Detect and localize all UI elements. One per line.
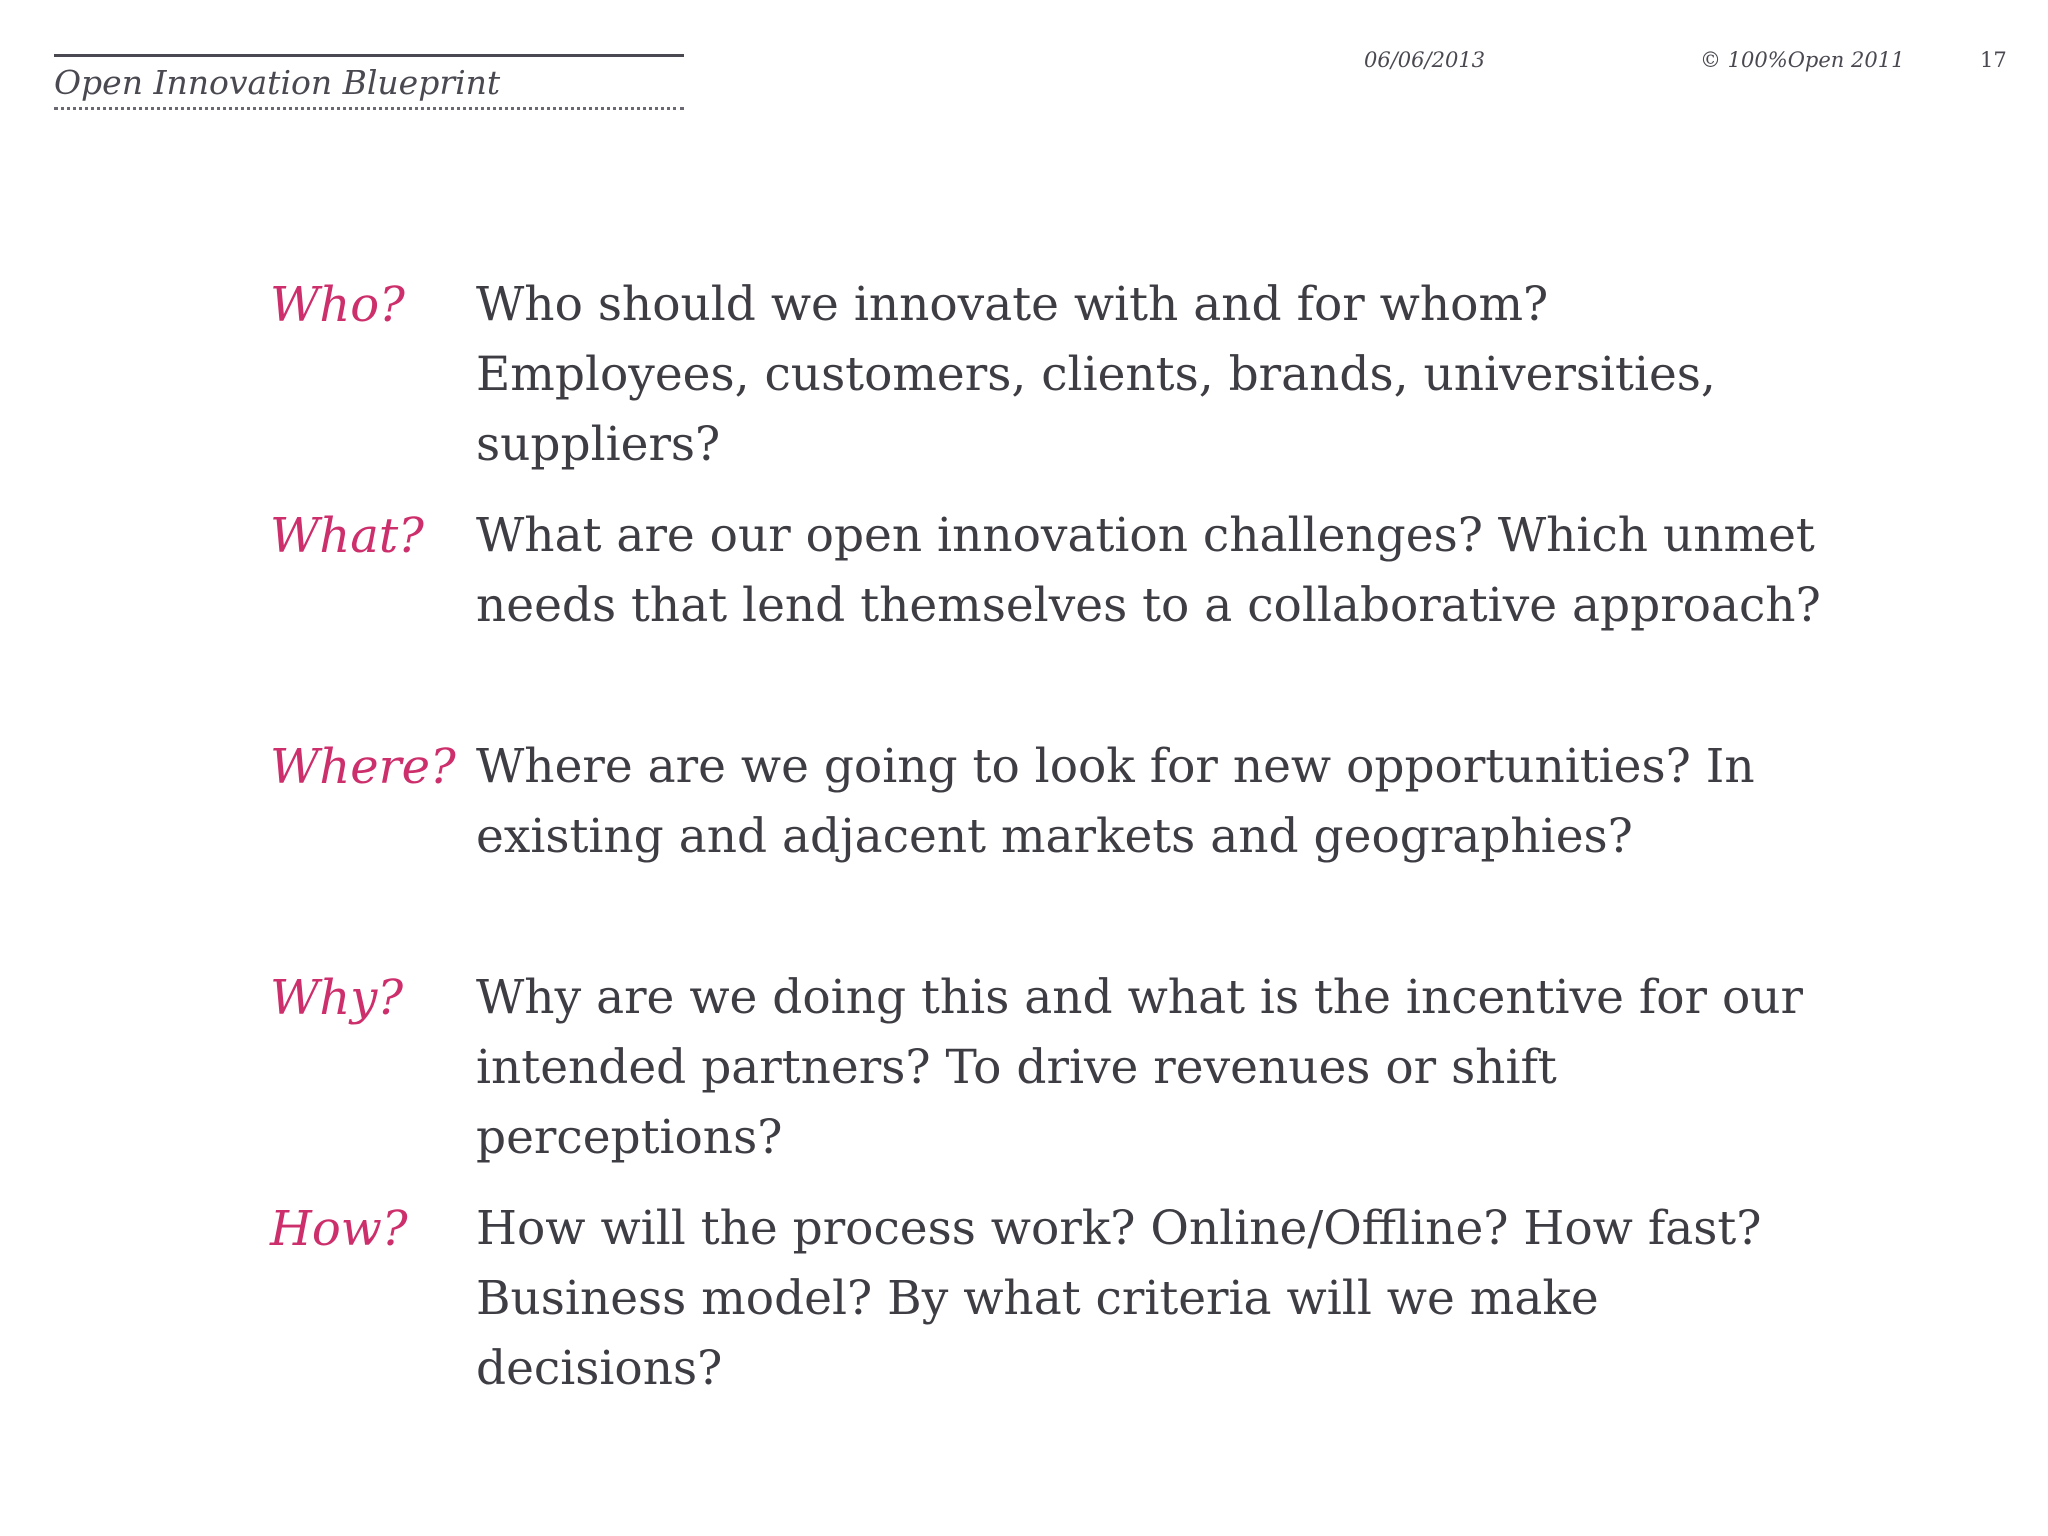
question-label: Why? xyxy=(270,970,404,1026)
question-item-why xyxy=(270,963,1870,1194)
question-text: What are our open innovation challenges? Which unmet needs that lend themselves to a collaborative approach? xyxy=(476,508,1821,633)
question-item-who xyxy=(270,270,1870,501)
question-item-where xyxy=(270,732,1870,963)
question-text: Why are we doing this and what is the incentive for our intended partners? To drive revenues or shift perceptions? xyxy=(476,970,1803,1165)
question-label: How? xyxy=(270,1201,408,1257)
question-item-what xyxy=(270,501,1870,732)
question-label: Who? xyxy=(270,277,405,333)
question-label: Where? xyxy=(270,739,456,795)
copyright-label: © 100%Open 2011 xyxy=(1700,48,1905,72)
question-text: Where are we going to look for new opportunities? In existing and adjacent markets and geographies? xyxy=(476,739,1755,864)
question-list xyxy=(270,270,1870,1425)
date-label: 06/06/2013 xyxy=(1364,48,1486,72)
question-label: What? xyxy=(270,508,424,564)
question-text: How will the process work? Online/Offline? How fast? Business model? By what criteria will we make decisions? xyxy=(476,1201,1762,1396)
document-title: Open Innovation Blueprint xyxy=(54,54,684,110)
question-item-how xyxy=(270,1194,1870,1425)
page-number: 17 xyxy=(1980,48,2007,72)
question-text: Who should we innovate with and for whom? Employees, customers, clients, brands, universities, suppliers? xyxy=(476,277,1716,472)
